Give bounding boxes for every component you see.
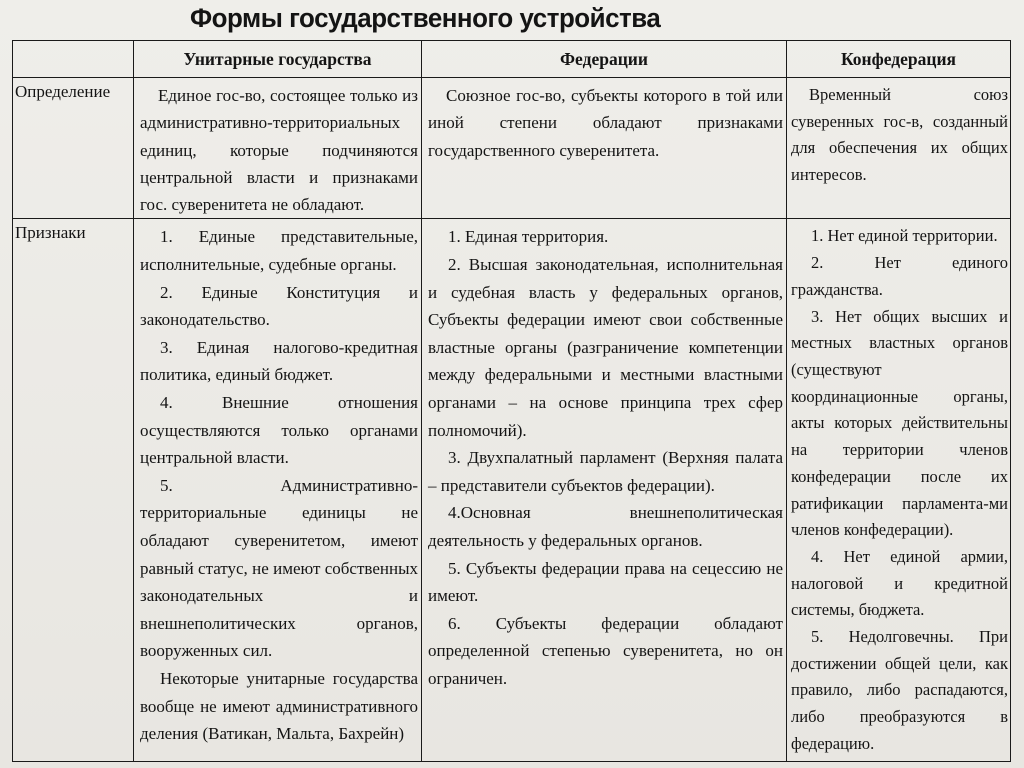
state-structure-table <box>12 40 1011 762</box>
table-header-row <box>13 41 1011 78</box>
header-federation: Федерации <box>422 41 787 78</box>
list-item: 2. Нет единого гражданства. <box>791 253 1008 299</box>
list-item: 2. Единые Конституция и законодательство. <box>140 282 418 330</box>
cell-features-confederation <box>787 219 1011 762</box>
row-label-definition: Определение <box>13 78 134 219</box>
list-item: 4.Основная внешнеполитическая деятельность у федеральных органов. <box>428 503 783 551</box>
cell-text: Единое гос-во, состоящее только из административно-территориальных единиц, которые подчиняются центральной власти и признаками гос. суверенитета не обладают. <box>140 86 418 215</box>
header-unitary: Унитарные государства <box>134 41 422 78</box>
list-item: 5. Недолговечны. При достижении общей цели, как правило, либо распадаются, либо преобразуются в федерацию. <box>791 627 1008 753</box>
list-item: 1. Единые представительные, исполнительные, судебные органы. <box>140 227 418 275</box>
list-item: 5. Административно-территориальные единицы не обладают суверенитетом, имеют равный статус, не имеют собственных законодательных и внешнеполитических органов, вооруженных сил. <box>140 475 418 661</box>
list-item: 3. Двухпалатный парламент (Верхняя палата – представители субъектов федерации). <box>428 448 783 495</box>
cell-features-unitary <box>134 219 422 762</box>
header-empty <box>13 41 134 78</box>
list-item: 1. Единая территория. <box>448 227 609 247</box>
list-item: 3. Нет общих высших и местных властных органов (существуют координационные органы, акты которых действительны на территории членов конфедерации после их ратификации парламента-ми членов конфедерации). <box>791 306 1008 540</box>
list-item: 4. Нет единой армии, налоговой и кредитной системы, бюджета. <box>791 546 1008 620</box>
cell-definition-unitary <box>134 78 422 219</box>
cell-definition-confederation <box>787 78 1011 219</box>
table-row-definition <box>13 78 1011 219</box>
cell-features-federation <box>422 219 787 762</box>
cell-definition-federation <box>422 78 787 219</box>
list-item: 3. Единая налогово-кредитная политика, единый бюджет. <box>140 337 418 385</box>
list-item: 4. Внешние отношения осуществляются только органами центральной власти. <box>140 393 418 468</box>
list-item: 1. Нет единой территории. <box>811 226 998 246</box>
header-confederation: Конфедерация <box>787 41 1011 78</box>
cell-text: Союзное гос-во, субъекты которого в той или иной степени обладают признаками государственного суверенитета. <box>428 86 783 160</box>
table-row-features <box>13 219 1011 762</box>
list-item: 6. Субъекты федерации обладают определенной степенью суверенитета, но он ограничен. <box>428 613 783 688</box>
list-item: Некоторые унитарные государства вообще не имеют административного деления (Ватикан, Мальта, Бахрейн) <box>140 668 418 744</box>
page-title: Формы государственного устройства <box>190 3 661 33</box>
row-label-features: Признаки <box>13 219 134 762</box>
list-item: 5. Субъекты федерации права на сецессию не имеют. <box>428 558 783 606</box>
list-item: 2. Высшая законодательная, исполнительная и судебная власть у федеральных органов, Субъекты федерации имеют свои собственные властные органы (разграничение компетенции между федеральными и местными властными органами – на основе принципа трех сфер полномочий). <box>428 255 783 440</box>
cell-text: Временный союз суверенных гос-в, созданный для обеспечения их общих интересов. <box>791 85 1008 185</box>
